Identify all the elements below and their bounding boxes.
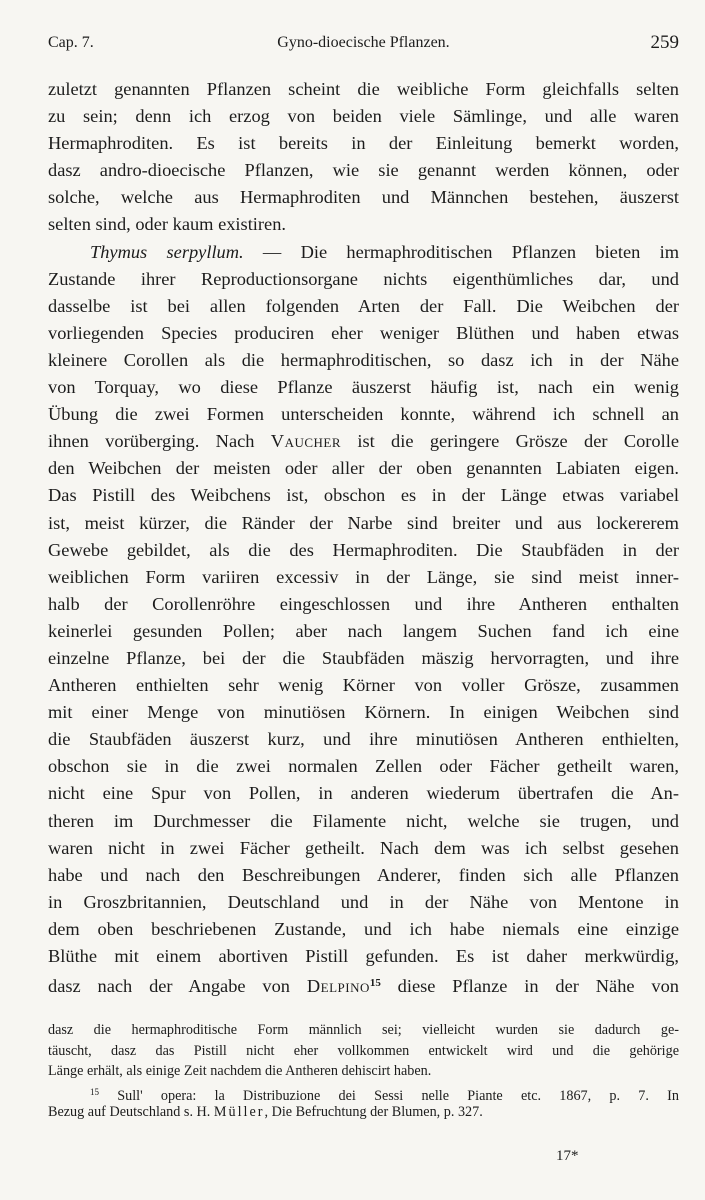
author-name: Müller bbox=[213, 1104, 265, 1121]
text-line: waren nicht in zwei Fächer getheilt. Nach dem was ich selbst gesehen bbox=[48, 837, 679, 858]
text-line: Hermaphroditen. Es ist bereits in der Einleitung bemerkt worden, bbox=[48, 133, 679, 154]
text-line: Zustande ihrer Reproductionsorgane nichts eigenthümliches dar, und bbox=[48, 268, 679, 289]
text-line: selten sind, oder kaum existiren. bbox=[48, 214, 287, 235]
text-line: ist, meist kürzer, die Ränder der Narbe sind breiter und aus lockererem bbox=[48, 512, 679, 533]
text-line bbox=[48, 970, 679, 997]
text-line: von Torquay, wo diese Pflanze äuszerst häufig ist, nach ein wenig bbox=[48, 377, 679, 398]
footnote-line: dasz die hermaphroditische Form männlich sei; vielleicht wurden sie dadurch ge- bbox=[48, 1022, 679, 1038]
text-run: , Die Befruchtung der Blumen, p. 327. bbox=[264, 1104, 483, 1121]
text-line: in Groszbritannien, Deutschland und in der Nähe von Mentone in bbox=[48, 891, 679, 912]
author-name: Vaucher bbox=[270, 431, 342, 452]
text-line: kleinere Corollen als die hermaphroditischen, so dasz ich in der Nähe bbox=[48, 349, 679, 370]
text-line: einzelne Pflanze, bei der die Staubfäden mäszig hervorragten, und ihre bbox=[48, 647, 679, 668]
footnote-line bbox=[48, 1082, 679, 1103]
text-line: nicht eine Spur von Pollen, in anderen wiederum übertrafen die An- bbox=[48, 783, 679, 804]
footnote-line bbox=[48, 1102, 679, 1123]
text-line: Übung die zwei Formen unterscheiden konnte, während ich schnell an bbox=[48, 404, 679, 425]
text-line: weiblichen Form variiren excessiv in der Länge, sie sind meist inner- bbox=[48, 566, 679, 587]
page-number: 259 bbox=[650, 32, 679, 53]
text-run: — Die hermaphroditischen Pflanzen bieten im bbox=[243, 241, 680, 262]
running-title: Gyno-dioecische Pflanzen. bbox=[277, 34, 450, 51]
text-line: Gewebe gebildet, als die des Hermaphroditen. Die Staubfäden in der bbox=[48, 539, 679, 560]
text-line: halb der Corollenröhre eingeschlossen und ihre Antheren enthalten bbox=[48, 593, 679, 614]
text-run: Bezug auf Deutschland s. H. bbox=[48, 1104, 214, 1121]
footnotes bbox=[48, 1020, 679, 1123]
text-run: Sull' opera: la Distribuzione dei Sessi nelle Piante etc. 1867, p. 7. In bbox=[99, 1087, 679, 1104]
text-line: vorliegenden Species produciren eher weniger Blüthen und haben etwas bbox=[48, 322, 679, 343]
text-line: zu sein; denn ich erzog von beiden viele Sämlinge, und alle waren bbox=[48, 106, 679, 127]
footnote-ref: 15 bbox=[369, 977, 381, 990]
paragraph-start bbox=[48, 239, 679, 266]
chapter-label: Cap. 7. bbox=[48, 34, 94, 51]
text-line bbox=[48, 428, 679, 455]
text-line: obschon sie in die zwei normalen Zellen oder Fächer getheilt waren, bbox=[48, 756, 679, 777]
text-line: Antheren enthielten sehr wenig Körner von voller Grösze, zusammen bbox=[48, 675, 679, 696]
species-name: Thymus serpyllum. bbox=[90, 241, 244, 262]
running-header bbox=[48, 30, 679, 60]
text-line: dem oben beschriebenen Zustande, und ich habe niemals eine einzige bbox=[48, 918, 679, 939]
main-text bbox=[48, 76, 679, 997]
text-run: ist die geringere Grösze der Corolle bbox=[341, 431, 679, 452]
text-run: dasz nach der Angabe von bbox=[48, 976, 307, 997]
text-line: dasselbe ist bei allen folgenden Arten der Fall. Die Weibchen der bbox=[48, 295, 679, 316]
text-line: solche, welche aus Hermaphroditen und Männchen bestehen, äuszerst bbox=[48, 187, 679, 208]
text-line: habe und nach den Beschreibungen Anderer, finden sich alle Pflanzen bbox=[48, 864, 679, 885]
text-line: Das Pistill des Weibchens ist, obschon es in der Länge etwas variabel bbox=[48, 485, 679, 506]
signature-mark: 17* bbox=[556, 1148, 579, 1164]
text-line: die Staubfäden äuszerst kurz, und ihre minutiösen Antheren enthielten, bbox=[48, 729, 679, 750]
text-line: Blüthe mit einem abortiven Pistill gefunden. Es ist daher merkwürdig, bbox=[48, 946, 679, 966]
text-line: den Weibchen der meisten oder aller der oben genannten Labiaten eigen. bbox=[48, 458, 679, 479]
text-run: diese Pflanze in der Nähe von bbox=[380, 976, 679, 997]
text-line: dasz andro-dioecische Pflanzen, wie sie genannt werden können, oder bbox=[48, 160, 679, 181]
text-line: mit einer Menge von minutiösen Körnern. In einigen Weibchen sind bbox=[48, 702, 679, 723]
footnote-line: täuscht, dasz das Pistill nicht eher vollkommen entwickelt wird und die gehörige bbox=[48, 1042, 679, 1059]
text-line: keinerlei gesunden Pollen; aber nach langem Suchen fand ich eine bbox=[48, 620, 679, 641]
footnote-number: 15 bbox=[90, 1086, 99, 1097]
footnote-line: Länge erhält, als einige Zeit nachdem die Antheren dehiscirt haben. bbox=[48, 1063, 432, 1080]
author-name: Delpino bbox=[306, 976, 370, 997]
text-line: theren im Durchmesser die Filamente nicht, welche sie trugen, und bbox=[48, 810, 679, 831]
text-run: ihnen vorüberging. Nach bbox=[48, 431, 271, 452]
text-line: zuletzt genannten Pflanzen scheint die weibliche Form gleichfalls selten bbox=[48, 79, 679, 99]
